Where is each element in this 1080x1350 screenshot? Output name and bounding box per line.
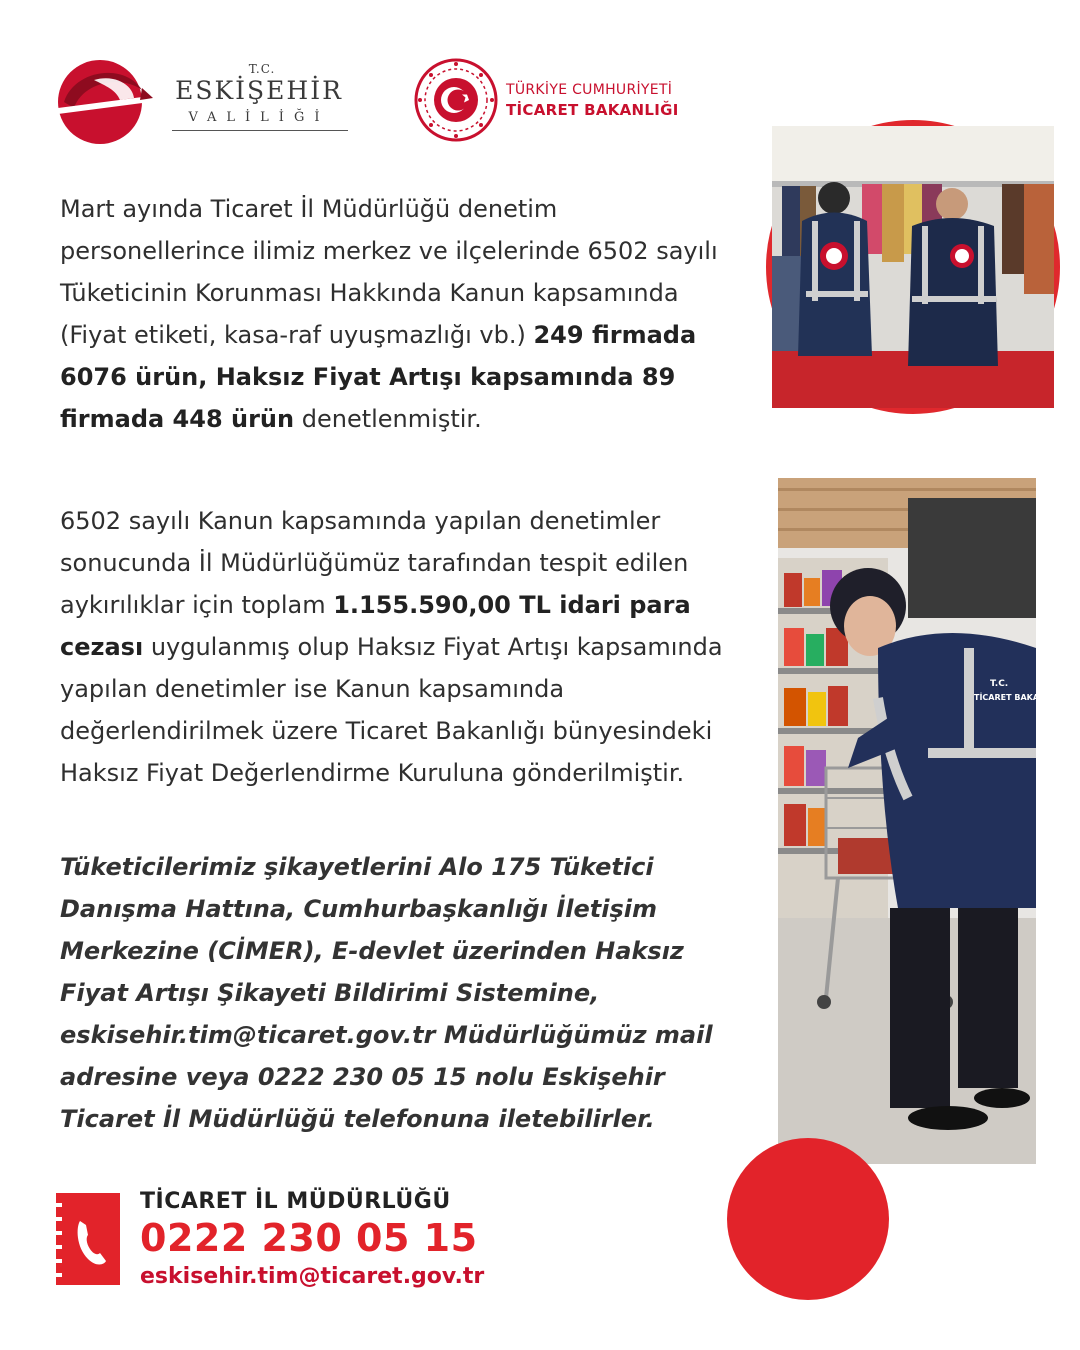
- paragraph-inspections: [60, 188, 740, 440]
- supermarket-illustration: [778, 478, 1064, 1164]
- para2-bold: 1.155.590,00 TL idari para cezası: [60, 591, 691, 661]
- contact-email[interactable]: eskisehir.tim@ticaret.gov.tr: [140, 1264, 485, 1289]
- bakanlik-line2: TİCARET BAKANLIĞI: [506, 101, 679, 119]
- para1-bold: 249 firmada 6076 ürün, Haksız Fiyat Artışı kapsamında 89 firmada 448 ürün: [60, 321, 697, 433]
- contact-card-icon: [56, 1193, 120, 1285]
- phone-card-icon: [56, 1193, 120, 1285]
- clothing-store-illustration: [772, 126, 1054, 408]
- para2-text-b: uygulanmış olup Haksız Fiyat Artışı kapsamında yapılan denetimler ise Kanun kapsamında değerlendirilmek üzere Ticaret Bakanlığı bünyesindeki Haksız Fiyat Değerlendirme Kuruluna gönderilmiştir.: [60, 633, 723, 787]
- vest-label-text: TİCARET BAKANLIĞI: [974, 693, 1064, 702]
- bakanlik-line1: TÜRKİYE CUMHURİYETİ: [506, 82, 673, 98]
- valilik-city: ESKİŞEHİR: [175, 76, 343, 105]
- valilik-office: VALİLİĞİ: [188, 110, 330, 125]
- para2-text-a: 6502 sayılı Kanun kapsamında yapılan denetimler sonucunda İl Müdürlüğümüz tarafından tespit edilen aykırılıklar için toplam: [60, 507, 689, 619]
- photo-supermarket-inspection: [778, 478, 1064, 1164]
- decorative-red-circle: [727, 1138, 889, 1300]
- valilik-emblem-icon: [54, 50, 154, 150]
- valilik-divider: [172, 130, 348, 131]
- eskisehir-valiligi-logo: [54, 50, 354, 150]
- ministry-seal-icon: [414, 58, 498, 142]
- para1-text-a: Mart ayında Ticaret İl Müdürlüğü denetim personellerince ilimiz merkez ve ilçelerinde 6502 sayılı Tüketicinin Korunması Hakkında Kanun kapsamında (Fiyat etiketi, kasa-raf uyuşmazlığı vb.): [60, 195, 718, 349]
- ticaret-bakanligi-logo: [414, 58, 714, 142]
- contact-title: TİCARET İL MÜDÜRLÜĞÜ: [140, 1189, 451, 1214]
- contact-phone[interactable]: 0222 230 05 15: [140, 1216, 478, 1260]
- valilik-tc: T.C.: [248, 62, 276, 76]
- paragraph-fines: [60, 500, 740, 794]
- paragraph-complaints: Tüketicilerimiz şikayetlerini Alo 175 Tüketici Danışma Hattına, Cumhurbaşkanlığı İletişim Merkezine (CİMER), E-devlet üzerinden Haksız Fiyat Artışı Şikayeti Bildirimi Sistemine, eskisehir.tim@ticaret.gov.tr Müdürlüğümüz mail adresine veya 0222 230 05 15 nolu Eskişehir Ticaret İl Müdürlüğü telefonuna iletebilirler.: [60, 853, 713, 1133]
- para1-text-b: denetlenmiştir.: [294, 405, 482, 433]
- vest-tc-text: T.C.: [990, 679, 1009, 689]
- photo-clothing-inspection: [766, 120, 1060, 414]
